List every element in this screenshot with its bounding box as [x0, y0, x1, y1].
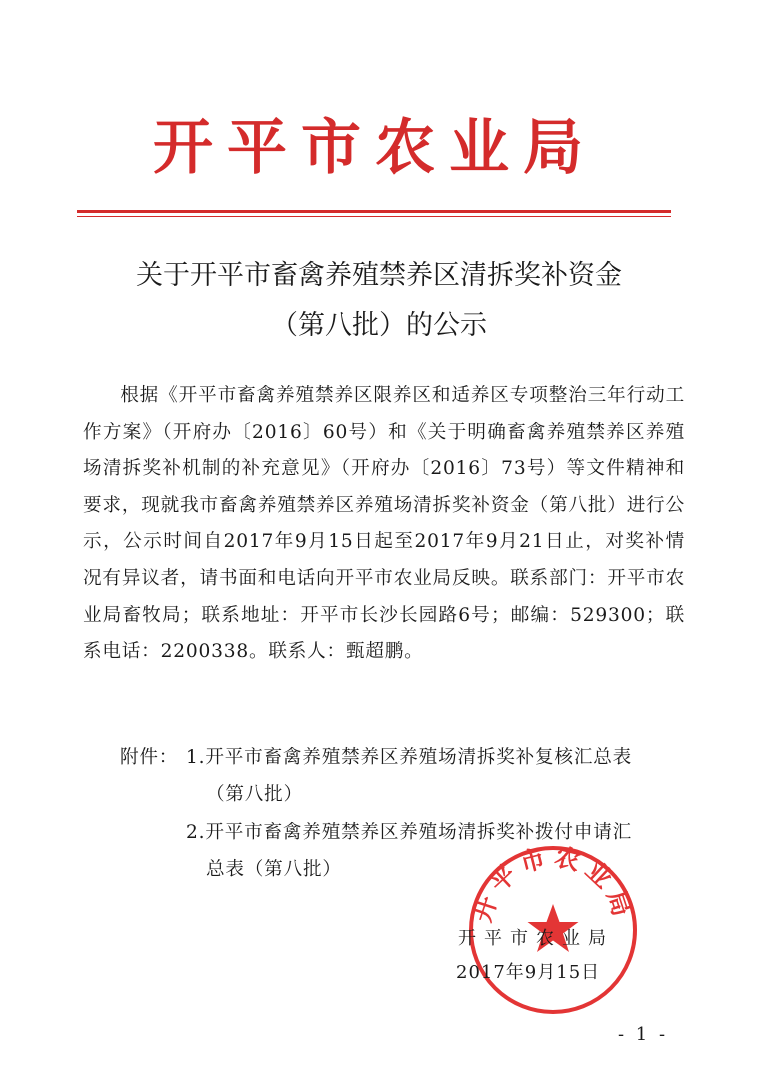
signature-organization: 开平市农业局 — [458, 928, 614, 949]
attachment-1-line2: （第八批） — [206, 784, 303, 805]
notice-title-line2: （第八批）的公示 — [271, 310, 487, 341]
attachment-1-line1: 1.开平市畜禽养殖禁养区养殖场清拆奖补复核汇总表 — [186, 747, 633, 768]
masthead-rule-thick — [77, 210, 671, 213]
notice-body: 根据《开平市畜禽养殖禁养区限养区和适养区专项整治三年行动工作方案》（开府办〔2016〕60号）和《关于明确畜禽养殖禁养区养殖场清拆奖补机制的补充意见》（开府办〔2016〕73号）等文件精神和要求，现就我市畜禽养殖禁养区养殖场清拆奖补资金（第八批）进行公示，公示时间自2017年9月15日起至2017年9月21日止，对奖补情况有异议者，请书面和电话向开平市农业局反映。联系部门：开平市农业局畜牧局；联系地址：开平市长沙长园路6号；邮编：529300；联系电话：2200338。联系人：甄超鹏。 — [83, 385, 685, 663]
attachment-2-line1: 2.开平市畜禽养殖禁养区养殖场清拆奖补拨付申请汇 — [186, 822, 633, 843]
masthead-rule-thin — [77, 216, 671, 217]
attachment-2-line2: 总表（第八批） — [206, 859, 342, 880]
signature-date: 2017年9月15日 — [456, 962, 601, 983]
svg-text:开平市农业局: 开平市农业局 — [467, 842, 639, 926]
masthead-title: 开平市农业局 — [153, 113, 597, 183]
notice-title-line1: 关于开平市畜禽养殖禁养区清拆奖补资金 — [136, 260, 622, 291]
page-number: - 1 - — [618, 1024, 669, 1045]
attachments-label: 附件： — [120, 747, 179, 768]
